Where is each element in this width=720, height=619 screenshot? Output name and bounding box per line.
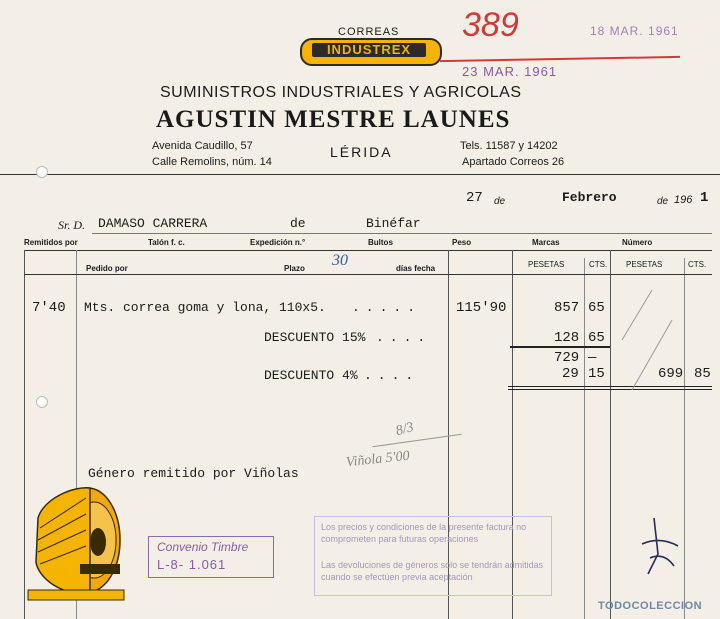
- red-stamp-number: 389: [462, 6, 519, 44]
- handwritten-note-2: Viñola 5'00: [345, 448, 411, 471]
- logo-word: INDUSTREX: [326, 42, 412, 57]
- conditions-text-1: Los precios y condiciones de la presente factura no comprometen para futuras operaciones: [321, 522, 527, 544]
- date-de-1: de: [494, 196, 506, 207]
- total-ptas: 699: [658, 366, 684, 382]
- line1-desc: Mts. correa goma y lona, 110x5.: [84, 300, 326, 315]
- label-numero: Número: [622, 238, 653, 247]
- line1-price: 115'90: [456, 300, 507, 316]
- line1-cts: 65: [588, 300, 605, 316]
- label-cts-1: CTS.: [589, 260, 608, 269]
- company-name: AGUSTIN MESTRE LAUNES: [156, 106, 511, 133]
- line4-cts: 15: [588, 366, 605, 382]
- phones: Tels. 11587 y 14202: [460, 140, 558, 152]
- header-divider: [0, 174, 720, 175]
- table-subheader-line: [24, 274, 712, 275]
- industrex-logo: [300, 38, 442, 66]
- line4-desc: DESCUENTO 4%: [264, 368, 358, 383]
- received-stamp-top: 18 MAR. 1961: [590, 24, 679, 38]
- label-expedicion: Expedición n.°: [250, 238, 306, 247]
- label-marcas: Marcas: [532, 238, 560, 247]
- date-day: 27: [466, 190, 483, 206]
- client-underline: [92, 233, 712, 234]
- company-tagline: SUMINISTROS INDUSTRIALES Y AGRICOLAS: [160, 84, 522, 101]
- de-label: de: [290, 216, 306, 231]
- line4-ptas: 29: [562, 366, 579, 382]
- line2-desc: DESCUENTO 15%: [264, 330, 366, 345]
- table-col-cts2: [684, 258, 685, 619]
- plazo-days: 30: [332, 252, 348, 269]
- label-pedido: Pedido por: [86, 264, 128, 273]
- handwritten-note: 8/3: [394, 419, 416, 440]
- address-line-2: Calle Remolins, núm. 14: [152, 156, 272, 168]
- watermark: TODOCOLECCION: [598, 600, 703, 612]
- sr-label: Sr. D.: [58, 218, 86, 232]
- line4-dots: ....: [364, 368, 420, 383]
- table-col-cts1: [584, 258, 585, 619]
- pencil-strikes: [612, 280, 684, 400]
- address-line-1: Avenida Caudillo, 57: [152, 140, 253, 152]
- date-month: Febrero: [562, 190, 617, 205]
- convenio-stamp: [148, 536, 274, 578]
- table-top-line: [24, 250, 712, 251]
- total-cts: 85: [694, 366, 711, 382]
- line1-dots: .....: [352, 300, 422, 315]
- date-de-2: de: [657, 196, 669, 207]
- label-talon: Talón f. c.: [148, 238, 185, 247]
- label-peso: Peso: [452, 238, 472, 247]
- received-stamp: 23 MAR. 1961: [462, 64, 558, 79]
- conditions-stamp: [314, 516, 552, 596]
- punch-hole-2: [36, 396, 48, 408]
- line2-ptas: 128: [554, 330, 580, 346]
- punch-hole-1: [36, 166, 48, 178]
- date-year-typed: 1: [700, 190, 709, 206]
- line2-cts: 65: [588, 330, 605, 346]
- label-cts-2: CTS.: [688, 260, 707, 269]
- label-dias-fecha: días fecha: [396, 264, 436, 273]
- line2-dots: ....: [376, 330, 432, 345]
- shipping-note: Género remitido por Viñolas: [88, 466, 299, 481]
- city: LÉRIDA: [330, 144, 393, 160]
- label-pesetas-2: PESETAS: [626, 260, 663, 269]
- label-plazo: Plazo: [284, 264, 305, 273]
- signature: [634, 514, 684, 580]
- label-remitidos: Remitidos por: [24, 238, 78, 247]
- line1-qty: 7'40: [32, 300, 66, 316]
- table-col-ptas2: [610, 250, 611, 619]
- label-pesetas-1: PESETAS: [528, 260, 565, 269]
- convenio-title: Convenio Timbre: [157, 540, 249, 554]
- date-year-printed: 196: [674, 194, 693, 206]
- subtotal-rule: [510, 346, 610, 348]
- convenio-code: L-8- 1.061: [157, 557, 227, 572]
- pulley-illustration: [24, 478, 134, 614]
- po-box: Apartado Correos 26: [462, 156, 565, 168]
- red-strike-line: [440, 56, 680, 62]
- line3-cts: —: [588, 350, 597, 366]
- client-city: Binéfar: [366, 216, 421, 231]
- client-name: DAMASO CARRERA: [98, 216, 208, 231]
- logo-top-text: CORREAS: [338, 26, 400, 38]
- line1-ptas: 857: [554, 300, 580, 316]
- conditions-text-2: Las devoluciones de géneros solo se tendrán admitidas cuando se efectúen previa aceptación: [321, 560, 544, 582]
- label-bultos: Bultos: [368, 238, 393, 247]
- line3-ptas: 729: [554, 350, 580, 366]
